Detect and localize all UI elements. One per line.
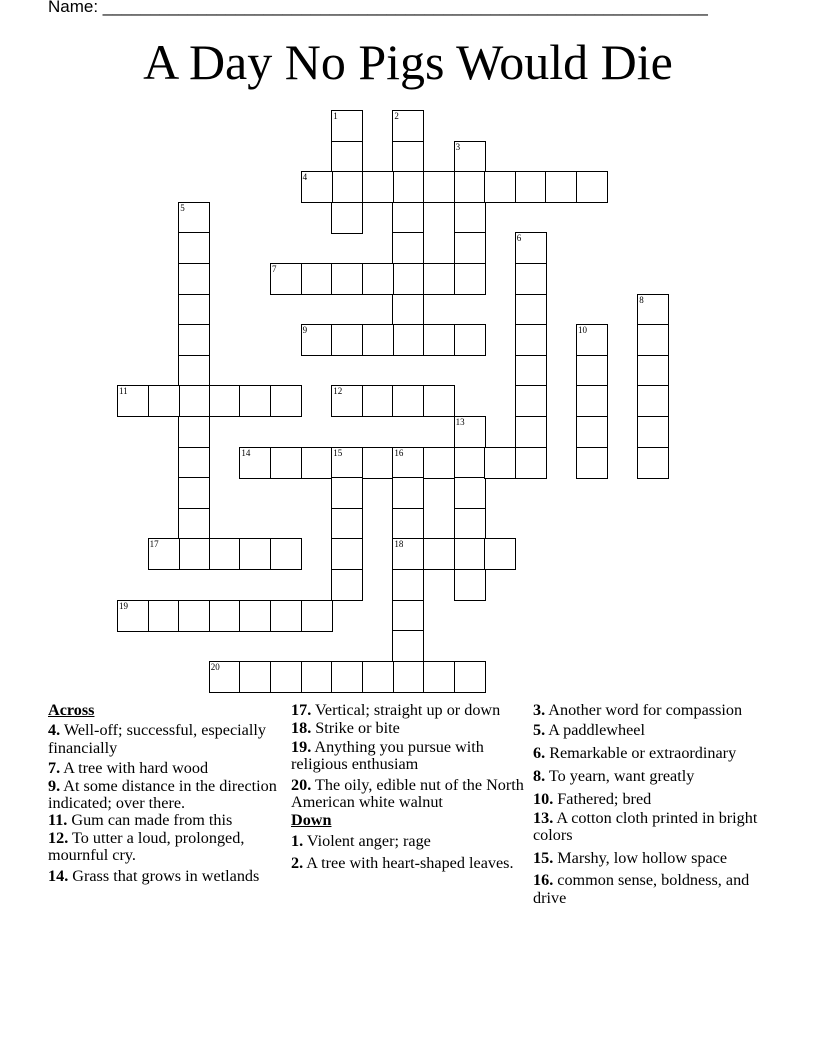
clue-number-label: 19 xyxy=(119,600,128,611)
grid-cell[interactable] xyxy=(331,324,363,356)
grid-cell[interactable] xyxy=(454,202,486,234)
grid-cell[interactable] xyxy=(239,447,271,479)
grid-cell[interactable] xyxy=(515,447,547,479)
clue-text: Well-off; successful, especially financially xyxy=(48,721,266,757)
clue-number-label: 18 xyxy=(394,539,404,550)
clue-text: Marshy, low hollow space xyxy=(553,848,728,867)
grid-cell[interactable] xyxy=(362,447,394,479)
clue-number: 13. xyxy=(533,809,554,828)
grid-cell[interactable] xyxy=(484,171,516,203)
grid-cell[interactable] xyxy=(178,294,210,326)
grid-cell[interactable] xyxy=(239,600,271,632)
clue-number-label: 3 xyxy=(455,141,461,152)
clue-text: Fathered; bred xyxy=(553,789,652,808)
grid-cell[interactable] xyxy=(331,110,363,142)
grid-cell[interactable] xyxy=(331,447,363,479)
grid-cell[interactable] xyxy=(423,324,455,356)
clue-text: Another word for compassion xyxy=(545,701,743,719)
clue-across-14 xyxy=(48,868,288,885)
grid-cell[interactable] xyxy=(270,447,302,479)
grid-cell[interactable] xyxy=(454,232,486,264)
grid-cell[interactable] xyxy=(301,171,333,203)
grid-cell[interactable] xyxy=(515,263,547,295)
grid-cell[interactable] xyxy=(178,202,210,234)
grid-cell[interactable] xyxy=(178,355,210,387)
clue-across-20 xyxy=(291,777,531,812)
grid-cell[interactable] xyxy=(270,600,302,632)
grid-cell[interactable] xyxy=(423,385,455,417)
grid-cell[interactable] xyxy=(178,600,210,632)
clue-number: 11. xyxy=(48,811,68,830)
grid-cell[interactable] xyxy=(178,508,210,540)
clue-text: Violent anger; rage xyxy=(303,831,431,850)
grid-cell[interactable] xyxy=(331,385,363,417)
grid-cell[interactable] xyxy=(515,232,547,264)
grid-cell[interactable] xyxy=(515,385,547,417)
grid-cell[interactable] xyxy=(392,600,424,632)
clue-number-label: 5 xyxy=(180,202,185,213)
grid-cell[interactable] xyxy=(454,569,486,601)
clue-down-1 xyxy=(291,833,531,850)
grid-cell[interactable] xyxy=(331,508,363,540)
grid-cell[interactable] xyxy=(454,447,486,479)
clue-number-label: 11 xyxy=(119,386,128,397)
clue-text: A cotton cloth printed in bright colors xyxy=(533,809,758,845)
grid-cell[interactable] xyxy=(362,171,394,203)
grid-cell[interactable] xyxy=(392,661,424,693)
grid-cell[interactable] xyxy=(209,661,241,693)
grid-cell[interactable] xyxy=(178,385,210,417)
clue-down-2 xyxy=(291,855,531,872)
grid-cell[interactable] xyxy=(148,600,180,632)
grid-cell[interactable] xyxy=(301,447,333,479)
clue-number-label: 10 xyxy=(578,325,587,336)
clue-number: 5. xyxy=(533,721,546,740)
grid-cell[interactable] xyxy=(331,171,363,203)
grid-cell[interactable] xyxy=(454,141,486,173)
grid-cell[interactable] xyxy=(392,141,424,173)
clue-number-label: 13 xyxy=(455,417,465,427)
grid-cell[interactable] xyxy=(545,171,577,203)
clue-number: 4. xyxy=(48,721,61,740)
clue-down-13 xyxy=(533,810,773,845)
grid-cell[interactable] xyxy=(239,538,271,570)
grid-cell[interactable] xyxy=(515,324,547,356)
grid-cell[interactable] xyxy=(178,263,210,295)
clue-text: Vertical; straight up or down xyxy=(311,701,501,719)
clue-text: At some distance in the direction indicated; over there. xyxy=(48,776,277,813)
grid-cell[interactable] xyxy=(209,385,241,417)
clue-number-label: 15 xyxy=(333,447,343,458)
grid-cell[interactable] xyxy=(178,324,210,356)
clue-number-label: 1 xyxy=(333,111,338,121)
clue-number: 15. xyxy=(533,848,554,867)
grid-cell[interactable] xyxy=(392,263,424,295)
grid-cell[interactable] xyxy=(637,416,669,448)
grid-cell[interactable] xyxy=(178,477,210,509)
clue-number: 2. xyxy=(291,854,304,873)
clue-number-label: 17 xyxy=(149,539,159,550)
grid-cell[interactable] xyxy=(270,661,302,693)
grid-cell[interactable] xyxy=(484,538,516,570)
across-heading: Across xyxy=(48,701,95,719)
clue-across-12 xyxy=(48,830,288,865)
grid-cell[interactable] xyxy=(423,263,455,295)
grid-cell[interactable] xyxy=(423,447,455,479)
clue-down-6 xyxy=(533,745,773,762)
clue-number: 1. xyxy=(291,831,304,850)
grid-cell[interactable] xyxy=(454,508,486,540)
grid-cell[interactable] xyxy=(392,171,424,203)
clue-down-8 xyxy=(533,768,773,785)
grid-cell[interactable] xyxy=(178,416,210,448)
grid-cell[interactable] xyxy=(301,324,333,356)
clues-column-3 xyxy=(533,702,773,910)
clue-number: 19. xyxy=(291,737,312,756)
grid-cell[interactable] xyxy=(576,324,608,356)
clue-number: 16. xyxy=(533,871,554,890)
grid-cell[interactable] xyxy=(331,263,363,295)
clue-across-17 xyxy=(291,702,531,719)
name-blank-line[interactable]: ________________________________________________________________ xyxy=(102,0,708,16)
clue-down-5 xyxy=(533,722,773,739)
grid-cell[interactable] xyxy=(392,385,424,417)
clue-number-label: 7 xyxy=(272,264,277,274)
grid-cell[interactable] xyxy=(576,355,608,387)
grid-cell[interactable] xyxy=(576,416,608,448)
clue-number: 3. xyxy=(533,701,546,719)
grid-cell[interactable] xyxy=(515,416,547,448)
grid-cell[interactable] xyxy=(362,385,394,417)
grid-cell[interactable] xyxy=(392,477,424,509)
grid-cell[interactable] xyxy=(209,538,241,570)
grid-cell[interactable] xyxy=(392,324,424,356)
clues-column-2 xyxy=(291,702,531,876)
grid-cell[interactable] xyxy=(209,600,241,632)
grid-cell[interactable] xyxy=(637,385,669,417)
grid-cell[interactable] xyxy=(392,232,424,264)
clues-column-1 xyxy=(48,702,288,888)
grid-cell[interactable] xyxy=(331,141,363,173)
grid-cell[interactable] xyxy=(392,569,424,601)
grid-cell[interactable] xyxy=(392,110,424,142)
clue-number: 20. xyxy=(291,775,312,794)
clue-across-9 xyxy=(48,778,288,813)
grid-cell[interactable] xyxy=(117,385,149,417)
grid-cell[interactable] xyxy=(637,447,669,479)
clue-number-label: 20 xyxy=(210,661,220,672)
clue-text: A tree with hard wood xyxy=(60,759,209,778)
clue-down-10 xyxy=(533,791,773,808)
clue-number: 8. xyxy=(533,767,546,786)
down-heading: Down xyxy=(291,811,332,830)
grid-cell[interactable] xyxy=(392,538,424,570)
clue-down-3 xyxy=(533,702,773,719)
clue-number-label: 6 xyxy=(516,233,522,244)
grid-cell[interactable] xyxy=(392,294,424,326)
page-title: A Day No Pigs Would Die xyxy=(143,34,673,90)
grid-cell[interactable] xyxy=(239,385,271,417)
grid-cell[interactable] xyxy=(301,263,333,295)
grid-cell[interactable] xyxy=(301,661,333,693)
clue-number-label: 8 xyxy=(639,294,644,305)
clue-text: common sense, boldness, and drive xyxy=(533,871,750,907)
clue-text: Remarkable or extraordinary xyxy=(545,743,737,762)
grid-cell[interactable] xyxy=(392,447,424,479)
grid-cell[interactable] xyxy=(178,232,210,264)
grid-cell[interactable] xyxy=(484,447,516,479)
grid-cell[interactable] xyxy=(637,355,669,387)
clue-text: Anything you pursue with religious enthusiam xyxy=(291,737,484,774)
grid-cell[interactable] xyxy=(148,385,180,417)
grid-cell[interactable] xyxy=(331,569,363,601)
clue-text: A paddlewheel xyxy=(545,721,645,740)
clue-text: The oily, edible nut of the North American white walnut xyxy=(291,775,524,812)
clue-across-4 xyxy=(48,722,288,757)
clue-across-19 xyxy=(291,739,531,774)
grid-cell[interactable] xyxy=(637,324,669,356)
clue-text: Strike or bite xyxy=(311,719,400,738)
clue-text: To yearn, want greatly xyxy=(545,767,695,786)
grid-cell[interactable] xyxy=(270,538,302,570)
grid-cell[interactable] xyxy=(515,355,547,387)
grid-cell[interactable] xyxy=(239,661,271,693)
grid-cell[interactable] xyxy=(362,661,394,693)
grid-cell[interactable] xyxy=(392,630,424,662)
clue-down-16 xyxy=(533,872,773,907)
grid-cell[interactable] xyxy=(454,661,486,693)
clue-across-18 xyxy=(291,720,531,737)
grid-cell[interactable] xyxy=(270,385,302,417)
clue-number: 9. xyxy=(48,776,61,795)
grid-cell[interactable] xyxy=(362,263,394,295)
clue-number: 6. xyxy=(533,743,546,762)
clue-number-label: 12 xyxy=(333,386,343,397)
grid-cell[interactable] xyxy=(515,171,547,203)
grid-cell[interactable] xyxy=(454,416,486,448)
grid-cell[interactable] xyxy=(515,294,547,326)
grid-cell[interactable] xyxy=(454,477,486,509)
grid-cell[interactable] xyxy=(178,538,210,570)
grid-cell[interactable] xyxy=(454,324,486,356)
clue-number: 10. xyxy=(533,789,554,808)
name-label: Name: xyxy=(48,0,103,16)
grid-cell[interactable] xyxy=(392,202,424,234)
grid-cell[interactable] xyxy=(576,171,608,203)
clue-across-11 xyxy=(48,812,288,829)
grid-cell[interactable] xyxy=(301,600,333,632)
clue-text: Gum can made from this xyxy=(67,811,233,830)
grid-cell[interactable] xyxy=(423,538,455,570)
grid-cell[interactable] xyxy=(148,538,180,570)
grid-cell[interactable] xyxy=(331,538,363,570)
clue-number-label: 9 xyxy=(302,325,308,336)
clue-number: 12. xyxy=(48,828,69,847)
grid-cell[interactable] xyxy=(331,477,363,509)
grid-cell[interactable] xyxy=(454,171,486,203)
clue-text: A tree with heart-shaped leaves. xyxy=(303,854,514,873)
clue-number: 14. xyxy=(48,866,69,885)
clue-number: 17. xyxy=(291,701,312,719)
clue-down-15 xyxy=(533,850,773,867)
grid-cell[interactable] xyxy=(270,263,302,295)
clue-number-label: 14 xyxy=(241,447,251,458)
grid-cell[interactable] xyxy=(331,202,363,234)
grid-cell[interactable] xyxy=(454,263,486,295)
grid-cell[interactable] xyxy=(178,447,210,479)
clue-number-label: 4 xyxy=(302,172,308,183)
grid-cell[interactable] xyxy=(637,294,669,326)
grid-cell[interactable] xyxy=(423,661,455,693)
grid-cell[interactable] xyxy=(454,538,486,570)
clue-text: To utter a loud, prolonged, mournful cry. xyxy=(48,828,245,865)
clue-number-label: 2 xyxy=(394,111,399,121)
grid-cell[interactable] xyxy=(423,171,455,203)
clue-across-7 xyxy=(48,760,288,777)
grid-cell[interactable] xyxy=(576,447,608,479)
grid-cell[interactable] xyxy=(362,324,394,356)
clue-number-label: 16 xyxy=(394,447,404,458)
grid-cell[interactable] xyxy=(331,661,363,693)
clue-number: 18. xyxy=(291,719,312,738)
grid-cell[interactable] xyxy=(576,385,608,417)
grid-cell[interactable] xyxy=(117,600,149,632)
clue-text: Grass that grows in wetlands xyxy=(68,866,260,885)
clue-number: 7. xyxy=(48,759,61,778)
grid-cell[interactable] xyxy=(392,508,424,540)
